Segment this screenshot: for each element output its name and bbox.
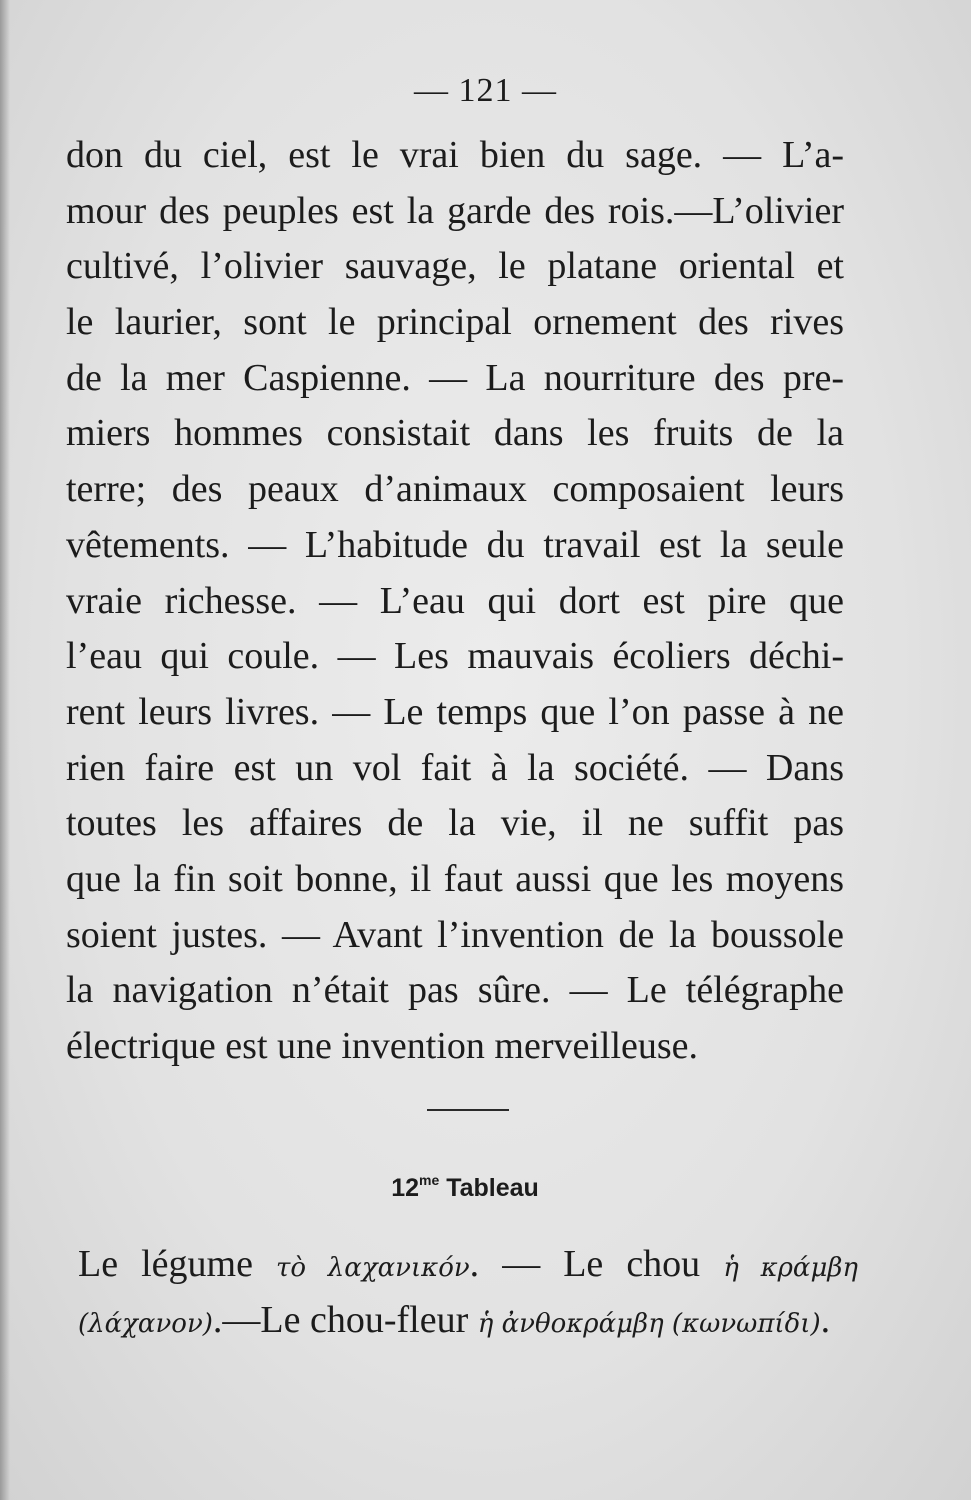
section-divider (427, 1109, 509, 1111)
vocab-greek: (λάχανον) (78, 1309, 213, 1339)
text-line: don du ciel, est le vrai bien du sage. — L’a- (66, 134, 844, 176)
text-line: soient justes. — Avant l’invention de la boussole (66, 913, 844, 956)
text-line: de la mer Caspienne. — La nourriture des pre- (66, 356, 844, 399)
text-line: rien faire est un vol fait à la société. — Dans (66, 746, 844, 789)
text-line: vraie richesse. — L’eau qui dort est pire que (66, 579, 844, 622)
text-line: toutes les affaires de la vie, il ne suffit pas (66, 802, 844, 845)
vocab-french: Le légume (78, 1243, 276, 1285)
vocab-greek: ἡ κράμβη (723, 1253, 858, 1283)
vocab-line (78, 1236, 858, 1292)
text-line: vêtements. — L’habitude du travail est la seule (66, 523, 844, 566)
text-line: miers hommes consistait dans les fruits de la (66, 412, 844, 455)
vocab-greek: τὸ λαχανικόν (275, 1253, 470, 1283)
text-line: le laurier, sont le principal ornement des rives (66, 301, 844, 344)
text-line: électrique est une invention merveilleuse. (66, 1025, 699, 1067)
section-title-word: Tableau (446, 1174, 539, 1202)
text-line: l’eau qui coule. — Les mauvais écoliers déchi- (66, 635, 844, 678)
vocabulary-list (78, 1236, 858, 1348)
page-edge-shadow (0, 0, 10, 1500)
vocab-french: .—Le chou-fleur (212, 1299, 478, 1341)
vocab-greek: ἡ ἀνθοκράμβη (κωνωπίδι) (477, 1309, 821, 1339)
page-number: — 121 — (414, 72, 557, 109)
section-title-superscript: me (419, 1172, 440, 1188)
section-title-number: 12 (391, 1174, 419, 1202)
text-line: la navigation n’était pas sûre. — Le télégraphe (66, 969, 844, 1012)
vocab-line (78, 1292, 858, 1348)
section-title (0, 1172, 930, 1203)
text-line: mour des peuples est la garde des rois.—L’olivier (66, 189, 844, 232)
text-line: rent leurs livres. — Le temps que l’on passe à ne (66, 690, 844, 733)
text-line: cultivé, l’olivier sauvage, le platane oriental et (66, 245, 844, 288)
body-paragraph (66, 128, 844, 1075)
text-line: que la fin soit bonne, il faut aussi que les moyens (66, 857, 844, 900)
vocab-french: . (820, 1299, 831, 1341)
text-line: terre; des peaux d’animaux composaient leurs (66, 468, 844, 511)
vocab-french: . — Le chou (469, 1243, 724, 1285)
